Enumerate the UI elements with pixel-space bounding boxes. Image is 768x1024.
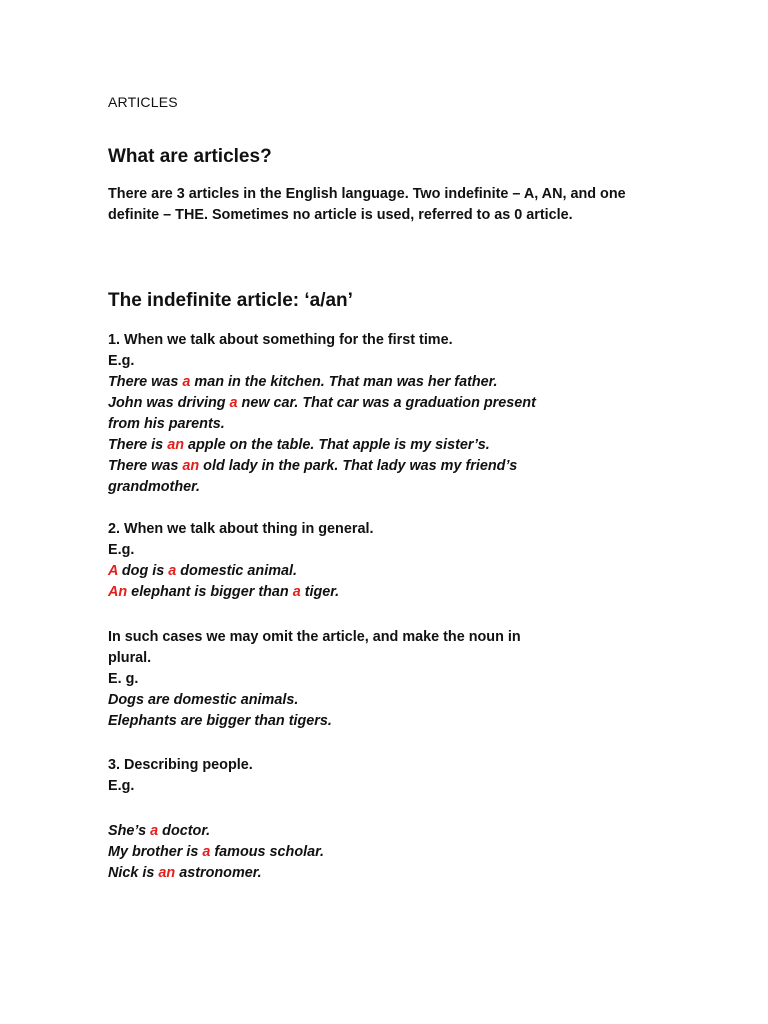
rule-2-block [108,519,648,603]
article-highlight: an [167,437,184,453]
intro-paragraph: There are 3 articles in the English language. Two indefinite – A, AN, and one definite – THE. Sometimes no article is used, referred to as 0 article. [108,186,626,223]
rule-3-examples [108,821,648,884]
omit-line-2: plural. [108,650,152,666]
rule-1-example-2-cont: from his parents. [108,416,225,432]
document-title: ARTICLES [108,94,178,110]
rule-3-eg: E.g. [108,778,135,794]
omit-example-2: Elephants are bigger than tigers. [108,713,332,729]
article-highlight: an [158,865,176,881]
article-highlight: a [150,823,159,839]
rule-2-eg: E.g. [108,542,135,558]
rule-1-example-2: John was driving a new car. That car was a graduation present [108,395,536,411]
rule-3-example-2: My brother is a famous scholar. [108,844,324,860]
rule-2-example-2: An elephant is bigger than a tiger. [108,584,340,600]
rule-3-example-1: She’s a doctor. [108,823,211,839]
rule-1-example-4: There was an old lady in the park. That lady was my friend’s [108,458,518,474]
omit-eg: E. g. [108,671,139,687]
article-highlight: a [292,584,301,600]
omit-line-1: In such cases we may omit the article, and make the noun in [108,629,521,645]
rule-1-title: 1. When we talk about something for the first time. [108,332,453,348]
rule-3-example-3: Nick is an astronomer. [108,865,262,881]
rule-2-example-1: A dog is a domestic animal. [108,563,298,579]
article-highlight: a [229,395,238,411]
omit-example-1: Dogs are domestic animals. [108,692,299,708]
rule-1-eg: E.g. [108,353,135,369]
article-highlight: a [168,563,177,579]
rule-2-title: 2. When we talk about thing in general. [108,521,374,537]
rule-3-title: 3. Describing people. [108,757,253,773]
omit-article-block [108,627,648,732]
rule-1-example-1: There was a man in the kitchen. That man was her father. [108,374,498,390]
rule-1-block [108,330,648,498]
heading-indefinite-article: The indefinite article: ‘a/an’ [108,290,353,311]
rule-1-example-4-cont: grandmother. [108,479,200,495]
rule-3-block [108,755,648,797]
article-highlight: An [108,584,128,600]
article-highlight: an [182,458,200,474]
heading-what-are-articles: What are articles? [108,146,272,167]
article-highlight: a [202,844,211,860]
article-highlight: a [182,374,191,390]
article-highlight: A [108,563,118,579]
rule-1-example-3: There is an apple on the table. That apple is my sister’s. [108,437,490,453]
